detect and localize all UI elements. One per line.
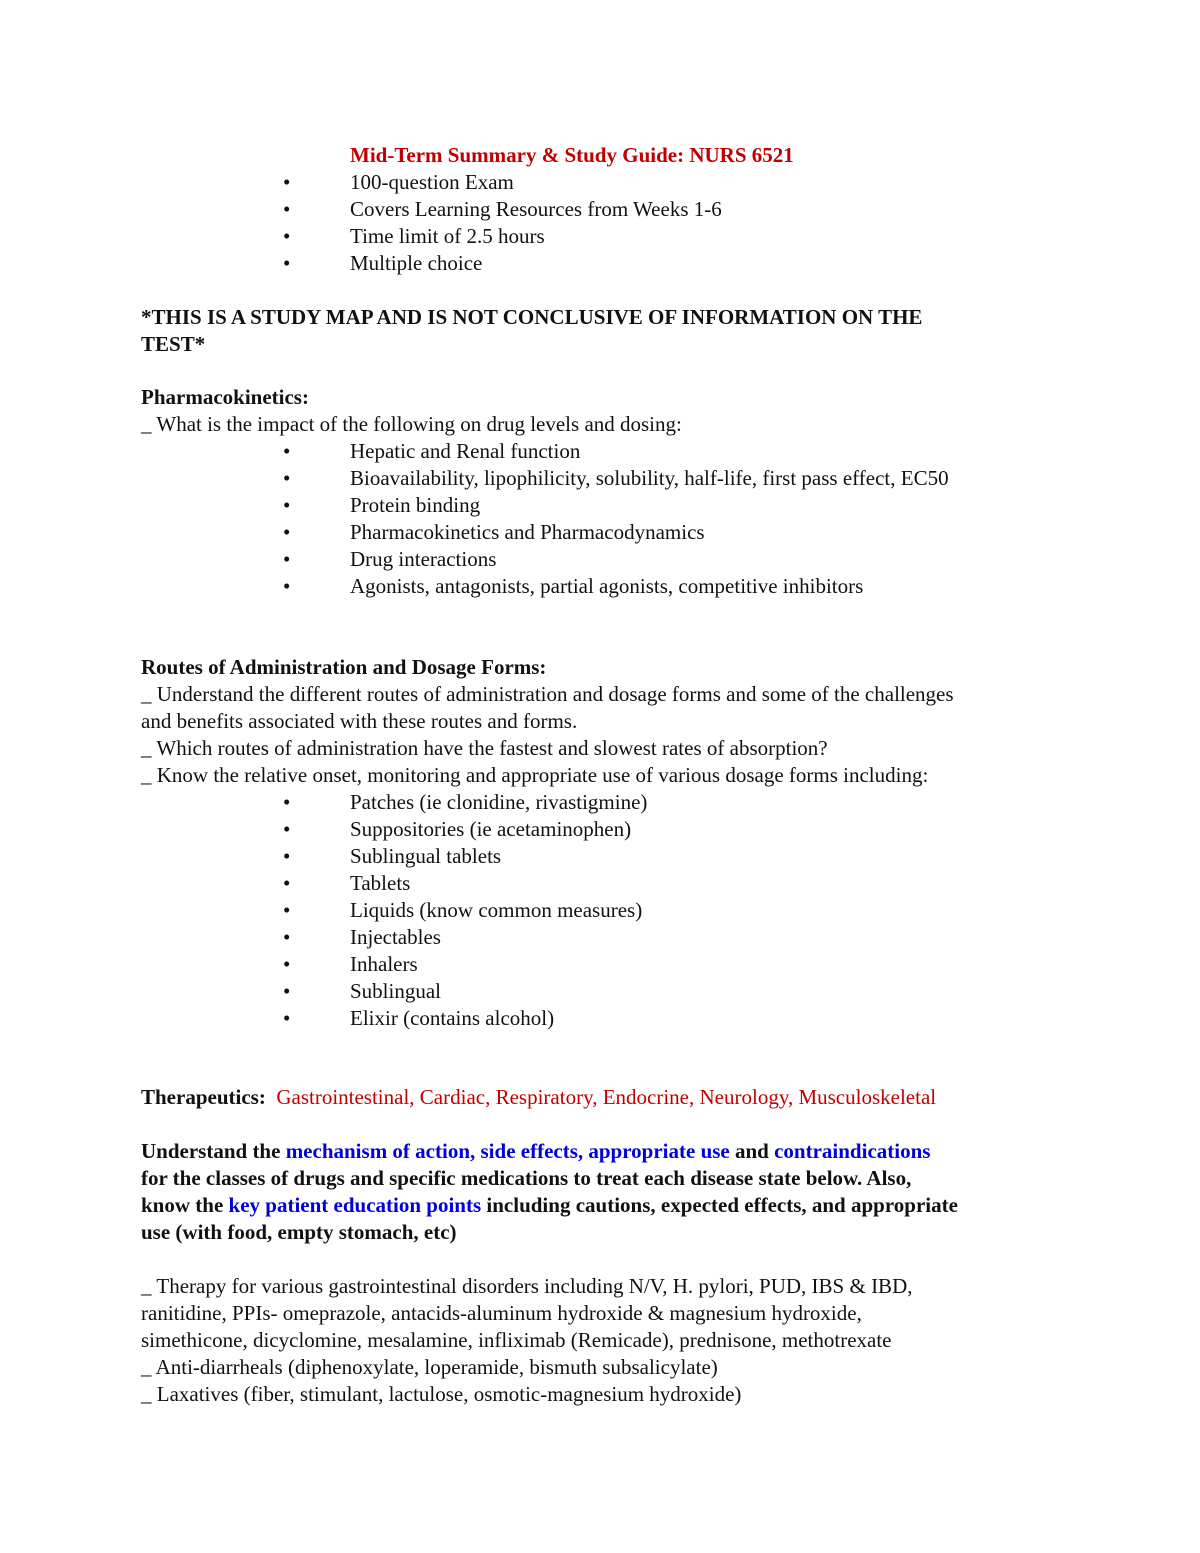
gi-therapy-text: _ Therapy for various gastrointestinal disorders including N/V, H. pylori, PUD, IBS & IBD, ranitidine, PPIs- omeprazole, antacids-aluminum hydroxide & magnesium hydroxide, simethicone, dicyclomine, mesalamine, infliximab (Remicade), prednisone, methotrexate _ Anti-diarrheals (diphenoxylate, loperamide, bismuth subsalicylate) _ Laxatives (fiber, stimulant, lactulose, osmotic-magnesium hydroxide) — [141, 1274, 913, 1406]
therapeutics-label: Therapeutics: — [141, 1085, 266, 1109]
routes-heading: Routes of Administration and Dosage Forms: — [141, 655, 547, 679]
list-item: • Tablets — [283, 871, 411, 895]
list-item: • Multiple choice — [283, 251, 483, 275]
disclaimer: *THIS IS A STUDY MAP AND IS NOT CONCLUSIVE OF INFORMATION ON THE TEST* — [141, 305, 923, 356]
therapeutics-areas: Gastrointestinal, Cardiac, Respiratory, Endocrine, Neurology, Musculoskeletal — [276, 1085, 937, 1109]
page-title: Mid-Term Summary & Study Guide: NURS 6521 — [350, 143, 794, 167]
list-item: • Liquids (know common measures) — [283, 898, 643, 922]
list-item: • Sublingual — [283, 979, 442, 1003]
list-item: • Drug interactions — [283, 547, 497, 571]
list-item: • Agonists, antagonists, partial agonists, competitive inhibitors — [283, 574, 864, 598]
routes-text: _ Understand the different routes of administration and dosage forms and some of the challenges and benefits associated with these routes and forms. _ Which routes of administration have the fastest and slowest rates of absorption? _ Know the relative onset, monitoring and appropriate use of various dosage forms including: — [141, 682, 954, 787]
list-item: • Protein binding — [283, 493, 481, 517]
list-item: • Inhalers — [283, 952, 418, 976]
list-item: • Patches (ie clonidine, rivastigmine) — [283, 790, 648, 814]
dosage-forms-list — [0, 789, 1200, 1032]
therapeutics-line — [141, 1084, 1071, 1111]
list-item: • Sublingual tablets — [283, 844, 502, 868]
pharmacokinetics-list — [0, 438, 1200, 600]
list-item: • Suppositories (ie acetaminophen) — [283, 817, 632, 841]
pharmacokinetics-heading: Pharmacokinetics: — [141, 385, 309, 409]
list-item: • Bioavailability, lipophilicity, solubility, half-life, first pass effect, EC50 — [283, 466, 949, 490]
understand-paragraph: Understand the mechanism of action, side effects, appropriate use and contraindications for the classes of drugs and specific medications to treat each disease state below. Also, know the key patient education points including cautions, expected effects, and appropriate use (with food, empty stomach, etc) — [141, 1139, 958, 1244]
list-item: • Pharmacokinetics and Pharmacodynamics — [283, 520, 705, 544]
exam-details-list — [0, 169, 1200, 277]
list-item: • Elixir (contains alcohol) — [283, 1006, 555, 1030]
list-item: • Hepatic and Renal function — [283, 439, 581, 463]
list-item: • Injectables — [283, 925, 441, 949]
list-item: • Time limit of 2.5 hours — [283, 224, 545, 248]
pharmacokinetics-intro: _ What is the impact of the following on drug levels and dosing: — [141, 412, 682, 436]
list-item: • Covers Learning Resources from Weeks 1-6 — [283, 197, 722, 221]
list-item: • 100-question Exam — [283, 170, 514, 194]
